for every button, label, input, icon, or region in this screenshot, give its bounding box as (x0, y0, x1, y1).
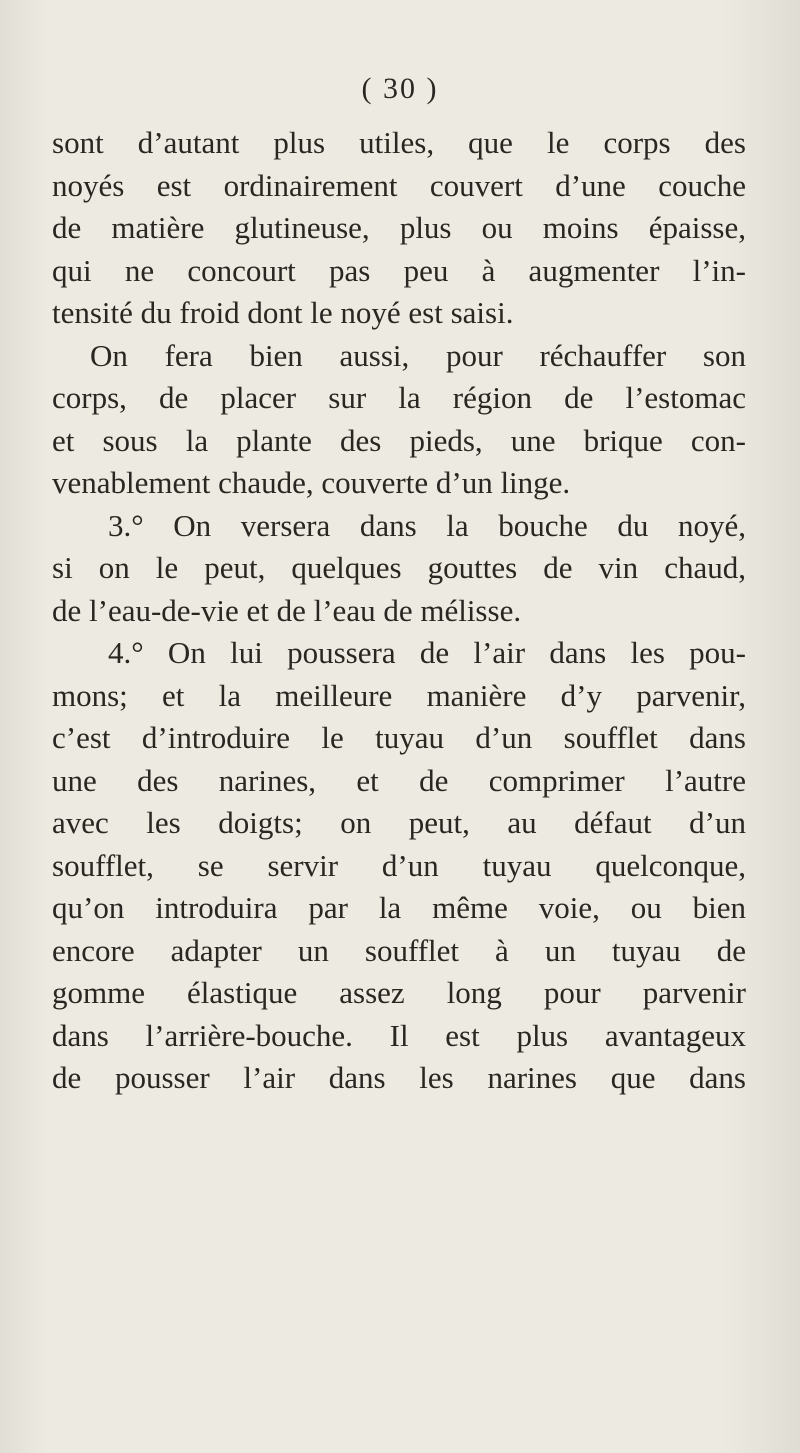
text-line: avec les doigts; on peut, au défaut d’un (52, 805, 746, 840)
body-text (52, 122, 746, 1100)
text-line: soufflet, se servir d’un tuyau quelconque, (52, 847, 746, 883)
text-line: mons; et la meilleure manière d’y parvenir, (52, 677, 746, 713)
text-line: de l’eau-de-vie et de l’eau de mélisse. (52, 592, 522, 628)
text-line: qui ne concourt pas peu à augmenter l’in- (52, 252, 746, 288)
text-line: corps, de placer sur la région de l’estomac (52, 380, 746, 415)
text-line: une des narines, et de comprimer l’autre (52, 762, 746, 798)
text-line: de matière glutineuse, plus ou moins épaisse, (52, 210, 746, 245)
page-number: ( 30 ) (361, 72, 439, 105)
text-line: venablement chaude, couverte d’un linge. (52, 465, 571, 500)
text-line: sont d’autant plus utiles, que le corps des (52, 125, 746, 160)
text-line: et sous la plante des pieds, une brique con- (52, 422, 746, 458)
paragraph-start: On fera bien aussi, pour réchauffer son (90, 337, 746, 373)
numbered-item-3: 3.° On versera dans la bouche du noyé, (108, 507, 746, 543)
text-line: qu’on introduira par la même voie, ou bien (52, 890, 746, 925)
text-line: de pousser l’air dans les narines que dans (52, 1060, 746, 1095)
text-line: tensité du froid dont le noyé est saisi. (52, 295, 514, 330)
numbered-item-4: 4.° On lui poussera de l’air dans les pou- (108, 635, 746, 670)
text-line: c’est d’introduire le tuyau d’un soufflet dans (52, 720, 746, 755)
text-line: gomme élastique assez long pour parvenir (52, 975, 746, 1010)
text-line: si on le peut, quelques gouttes de vin chaud, (52, 550, 746, 585)
text-line: dans l’arrière-bouche. Il est plus avantageux (52, 1017, 746, 1053)
text-line: noyés est ordinairement couvert d’une couche (52, 167, 746, 203)
text-line: encore adapter un soufflet à un tuyau de (52, 932, 746, 968)
